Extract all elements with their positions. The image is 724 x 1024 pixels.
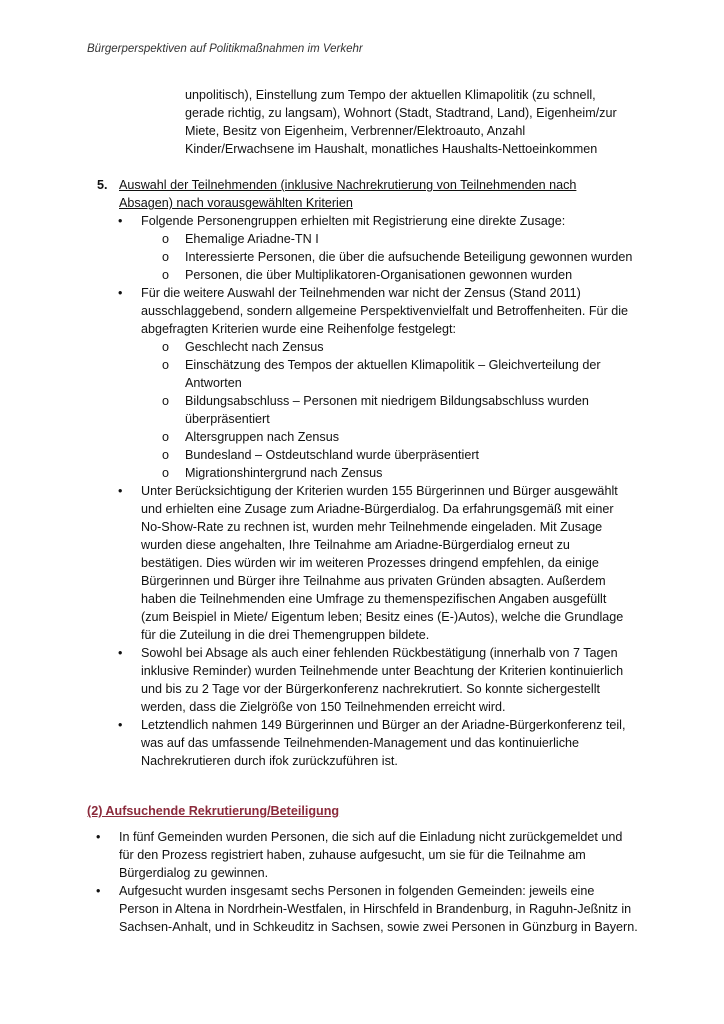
- circle-bullet-icon: o: [162, 232, 170, 246]
- section-5-title: [119, 176, 657, 212]
- circle-bullet-icon: o: [162, 340, 170, 354]
- bullet-icon: •: [118, 718, 123, 732]
- text-line: ausschlaggebend, sondern allgemeine Perspektivenvielfalt und Betroffenheiten. Für die: [141, 304, 629, 318]
- text-line: wurden diese angehalten, Ihre Teilnahme am Ariadne-Bürgerdialog erneut zu: [141, 538, 570, 552]
- bullet-icon: •: [118, 484, 123, 498]
- bullet-item: [87, 882, 647, 936]
- text-line: Kinder/Erwachsene im Haushalt, monatliches Haushalts-Nettoeinkommen: [185, 142, 598, 156]
- text-line: Altersgruppen nach Zensus: [185, 430, 340, 444]
- bullet-icon: •: [118, 286, 123, 300]
- text-line: Sachsen-Anhalt, und in Schkeuditz in Sachsen, sowie zwei Personen in Günzburg in Bayern.: [119, 920, 638, 934]
- text-line: gerade richtig, zu langsam), Wohnort (Stadt, Stadtrand, Land), Eigenheim/zur: [185, 106, 617, 120]
- circle-bullet-icon: o: [162, 448, 170, 462]
- text-line: für den Prozess registriert haben, zuhause aufgesucht, um sie für die Teilnahme am: [119, 848, 586, 862]
- text-line: Bildungsabschluss – Personen mit niedrigem Bildungsabschluss wurden: [185, 394, 589, 408]
- text-line: Interessierte Personen, die über die aufsuchende Beteiligung gewonnen wurden: [185, 250, 633, 264]
- text-line: Miete, Besitz von Eigenheim, Verbrenner/Elektroauto, Anzahl: [185, 124, 526, 138]
- text-line: Unter Berücksichtigung der Kriterien wurden 155 Bürgerinnen und Bürger ausgewählt: [141, 484, 618, 498]
- bullet-item: [97, 212, 657, 284]
- text-line: Folgende Personengruppen erhielten mit Registrierung eine direkte Zusage:: [141, 214, 566, 228]
- text-line: Antworten: [185, 376, 242, 390]
- bullet-icon: •: [118, 646, 123, 660]
- text-line: (zum Beispiel in Miete/ Eigentum leben; Besitz eines (E-)Autos), welche die Grundlage: [141, 610, 624, 624]
- text-line: haben die Teilnehmenden eine Umfrage zu themenspezifischen Angaben ausgefüllt: [141, 592, 607, 606]
- text-line: inklusive Reminder) wurden Teilnehmende unter Beachtung der Kriterien kontinuierlich: [141, 664, 624, 678]
- sub-item: [141, 392, 657, 428]
- bullet-icon: •: [96, 830, 101, 844]
- bullet-item: [97, 482, 657, 644]
- bullet-item: [97, 284, 657, 482]
- section-5-bullet-list: [97, 212, 657, 770]
- section-number: 5.: [97, 178, 108, 192]
- text-line: Einschätzung des Tempos der aktuellen Klimapolitik – Gleichverteilung der: [185, 358, 601, 372]
- text-line: Letztendlich nahmen 149 Bürgerinnen und Bürger an der Ariadne-Bürgerkonferenz teil,: [141, 718, 626, 732]
- text-line: Für die weitere Auswahl der Teilnehmenden war nicht der Zensus (Stand 2011): [141, 286, 581, 300]
- section-2: [87, 828, 647, 936]
- circle-bullet-icon: o: [162, 358, 170, 372]
- sub-list: [141, 338, 657, 482]
- running-header: Bürgerperspektiven auf Politikmaßnahmen im Verkehr: [87, 43, 363, 55]
- sub-item: [141, 356, 657, 392]
- sub-item: [141, 266, 657, 284]
- text-line: Nachrekrutieren durch ifok zurückzuführen ist.: [141, 754, 398, 768]
- bullet-icon: •: [96, 884, 101, 898]
- sub-item: [141, 248, 657, 266]
- sub-item: [141, 446, 657, 464]
- text-line: bestätigen. Dies würden wir im weiteren Prozesses dringend empfehlen, da einige: [141, 556, 599, 570]
- text-line: Sowohl bei Absage als auch einer fehlenden Rückbestätigung (innerhalb von 7 Tagen: [141, 646, 618, 660]
- text-line: überpräsentiert: [185, 412, 270, 426]
- circle-bullet-icon: o: [162, 466, 170, 480]
- section-5: [97, 176, 657, 770]
- title-line: Auswahl der Teilnehmenden (inklusive Nachrekrutierung von Teilnehmenden nach: [119, 178, 577, 192]
- text-line: Bundesland – Ostdeutschland wurde überpräsentiert: [185, 448, 480, 462]
- circle-bullet-icon: o: [162, 430, 170, 444]
- text-line: abgefragten Kriterien wurde eine Reihenfolge festgelegt:: [141, 322, 457, 336]
- circle-bullet-icon: o: [162, 250, 170, 264]
- text-line: Ehemalige Ariadne-TN I: [185, 232, 319, 246]
- bullet-item: [97, 644, 657, 716]
- sub-item: [141, 428, 657, 446]
- text-line: für die Zuteilung in die drei Themengruppen bildete.: [141, 628, 430, 642]
- sub-list: [141, 230, 657, 284]
- text-line: Aufgesucht wurden insgesamt sechs Personen in folgenden Gemeinden: jeweils eine: [119, 884, 595, 898]
- bullet-item: [87, 828, 647, 882]
- circle-bullet-icon: o: [162, 268, 170, 282]
- bullet-item: [97, 716, 657, 770]
- text-line: unpolitisch), Einstellung zum Tempo der aktuellen Klimapolitik (zu schnell,: [185, 88, 596, 102]
- text-line: Migrationshintergrund nach Zensus: [185, 466, 383, 480]
- section-2-heading: (2) Aufsuchende Rekrutierung/Beteiligung: [87, 804, 340, 818]
- text-line: Geschlecht nach Zensus: [185, 340, 324, 354]
- text-line: In fünf Gemeinden wurden Personen, die sich auf die Einladung nicht zurückgemeldet und: [119, 830, 623, 844]
- text-line: Person in Altena in Nordrhein-Westfalen, in Hirschfeld in Brandenburg, in Raguhn-Jeßnitz in: [119, 902, 632, 916]
- text-line: Bürgerdialog zu gewinnen.: [119, 866, 269, 880]
- continuation-paragraph: [185, 86, 645, 158]
- circle-bullet-icon: o: [162, 394, 170, 408]
- text-line: No-Show-Rate zu rechnen ist, wurden mehr Teilnehmende eingeladen. Mit Zusage: [141, 520, 603, 534]
- sub-item: [141, 464, 657, 482]
- bullet-icon: •: [118, 214, 123, 228]
- section-2-bullet-list: [87, 828, 647, 936]
- text-line: was auf das umfassende Teilnehmenden-Management und das kontinuierliche: [141, 736, 580, 750]
- text-line: werden, dass die Zielgröße von 150 Teilnehmenden erreicht wird.: [141, 700, 506, 714]
- text-line: Bürgerinnen und Bürger ihre Teilnahme aus privaten Gründen absagten. Außerdem: [141, 574, 606, 588]
- sub-item: [141, 338, 657, 356]
- text-line: Personen, die über Multiplikatoren-Organisationen gewonnen wurden: [185, 268, 573, 282]
- text-line: und bis zu 2 Tage vor der Bürgerkonferenz nachrekrutiert. So konnte sichergestellt: [141, 682, 600, 696]
- title-line: Absagen) nach vorausgewählten Kriterien: [119, 196, 353, 210]
- text-line: und erhielten eine Zusage zum Ariadne-Bürgerdialog. Da erfahrungsgemäß mit einer: [141, 502, 614, 516]
- sub-item: [141, 230, 657, 248]
